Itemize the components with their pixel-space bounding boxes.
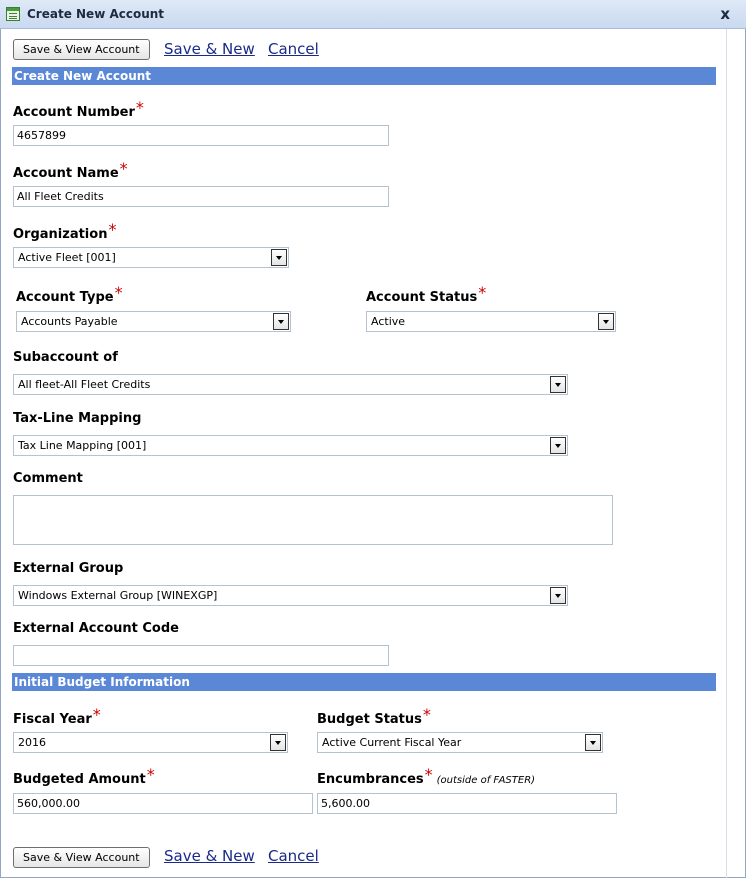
tax-line-mapping-select[interactable] bbox=[13, 435, 568, 456]
account-status-label: Account Status* bbox=[366, 283, 487, 305]
required-marker: * bbox=[135, 98, 144, 117]
save-new-link-bottom[interactable]: Save & New bbox=[164, 847, 255, 865]
required-marker: * bbox=[108, 220, 117, 239]
account-name-label: Account Name* bbox=[13, 159, 128, 181]
chevron-down-icon[interactable] bbox=[585, 734, 601, 751]
subaccount-of-select[interactable] bbox=[13, 374, 568, 395]
account-type-select[interactable] bbox=[16, 311, 291, 332]
external-group-label: External Group bbox=[13, 561, 124, 576]
form-icon bbox=[6, 7, 20, 21]
chevron-down-icon[interactable] bbox=[273, 313, 289, 330]
subaccount-of-value: All fleet-All Fleet Credits bbox=[18, 378, 151, 391]
account-number-label: Account Number* bbox=[13, 98, 144, 120]
budgeted-amount-label: Budgeted Amount* bbox=[13, 765, 155, 787]
section-header-account: Create New Account bbox=[12, 67, 716, 85]
fiscal-year-label: Fiscal Year* bbox=[13, 705, 101, 727]
chevron-down-icon[interactable] bbox=[550, 587, 566, 604]
tax-line-mapping-value: Tax Line Mapping [001] bbox=[18, 439, 147, 452]
external-account-code-input[interactable] bbox=[13, 645, 389, 666]
chevron-down-icon[interactable] bbox=[550, 437, 566, 454]
required-marker: * bbox=[424, 765, 433, 784]
organization-select[interactable] bbox=[13, 247, 289, 268]
account-type-label: Account Type* bbox=[16, 283, 123, 305]
save-view-account-button[interactable]: Save & View Account bbox=[13, 39, 150, 60]
required-marker: * bbox=[119, 159, 128, 178]
window-title: Create New Account bbox=[27, 7, 165, 21]
budget-status-label: Budget Status* bbox=[317, 705, 431, 727]
budget-status-select[interactable] bbox=[317, 732, 603, 753]
external-account-code-label: External Account Code bbox=[13, 621, 179, 636]
save-new-link[interactable]: Save & New bbox=[164, 40, 255, 58]
section-header-budget: Initial Budget Information bbox=[12, 673, 716, 691]
encumbrances-note: (outside of FASTER) bbox=[436, 775, 536, 786]
close-icon[interactable]: x bbox=[720, 5, 730, 23]
cancel-link-bottom[interactable]: Cancel bbox=[268, 847, 319, 865]
window-titlebar bbox=[0, 0, 746, 29]
account-status-select[interactable] bbox=[366, 311, 616, 332]
account-number-input[interactable]: 4657899 bbox=[13, 125, 389, 146]
comment-label: Comment bbox=[13, 471, 83, 486]
budget-status-value: Active Current Fiscal Year bbox=[322, 736, 462, 749]
account-status-value: Active bbox=[371, 315, 406, 328]
comment-textarea[interactable] bbox=[13, 495, 613, 545]
chevron-down-icon[interactable] bbox=[271, 249, 287, 266]
external-group-select[interactable] bbox=[13, 585, 568, 606]
fiscal-year-select[interactable] bbox=[13, 732, 288, 753]
required-marker: * bbox=[422, 705, 431, 724]
subaccount-of-label: Subaccount of bbox=[13, 350, 118, 365]
fiscal-year-value: 2016 bbox=[18, 736, 46, 749]
organization-value: Active Fleet [001] bbox=[18, 251, 116, 264]
tax-line-mapping-label: Tax-Line Mapping bbox=[13, 411, 142, 426]
chevron-down-icon[interactable] bbox=[270, 734, 286, 751]
external-group-value: Windows External Group [WINEXGP] bbox=[18, 589, 218, 602]
organization-label: Organization* bbox=[13, 220, 117, 242]
chevron-down-icon[interactable] bbox=[550, 376, 566, 393]
account-type-value: Accounts Payable bbox=[21, 315, 118, 328]
encumbrances-input[interactable]: 5,600.00 bbox=[317, 793, 617, 814]
required-marker: * bbox=[146, 765, 155, 784]
required-marker: * bbox=[478, 283, 487, 302]
account-name-input[interactable]: All Fleet Credits bbox=[13, 186, 389, 207]
required-marker: * bbox=[92, 705, 101, 724]
required-marker: * bbox=[114, 283, 123, 302]
budgeted-amount-input[interactable]: 560,000.00 bbox=[13, 793, 313, 814]
encumbrances-label: Encumbrances* (outside of FASTER) bbox=[317, 765, 536, 787]
save-view-account-button-bottom[interactable]: Save & View Account bbox=[13, 847, 150, 868]
cancel-link[interactable]: Cancel bbox=[268, 40, 319, 58]
scrollbar-edge bbox=[726, 29, 727, 878]
chevron-down-icon[interactable] bbox=[598, 313, 614, 330]
